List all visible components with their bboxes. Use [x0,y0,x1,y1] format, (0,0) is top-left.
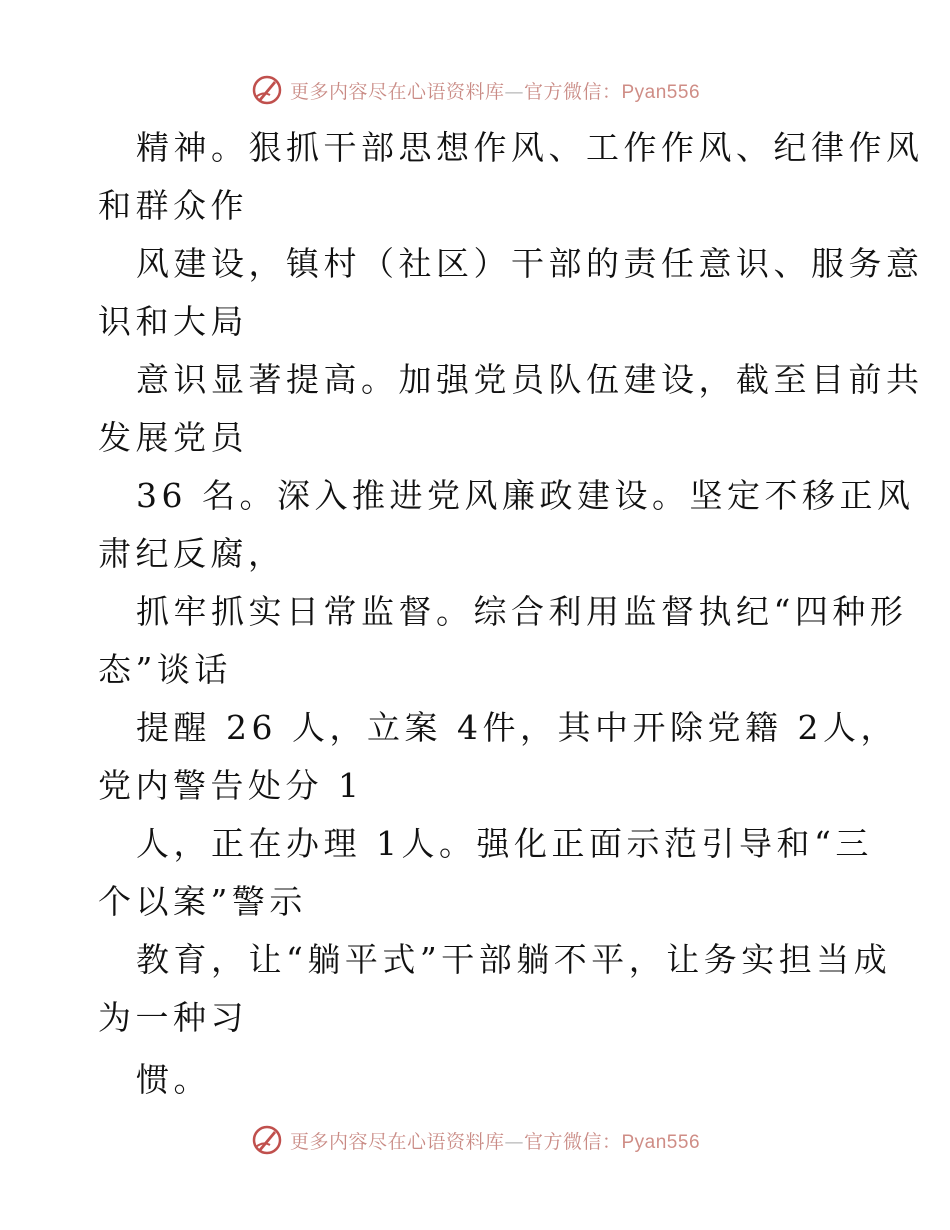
watermark-text: 更多内容尽在心语资料库—官方微信：Pyan556 [289,1130,701,1153]
quill-logo-icon [250,1123,284,1157]
text-line: 36 名。深入推进党风廉政建设。坚定不移正风 [136,476,915,515]
text-line: 个以案”警示 [98,882,307,921]
text-line: 发展党员 [98,418,248,457]
text-line: 精神。狠抓干部思想作风、工作作风、纪律作风 [136,128,924,167]
text-line: 为一种习 [98,998,248,1037]
text-line: 和群众作 [98,186,248,225]
text-line: 态”谈话 [98,650,232,689]
text-line: 党内警告处分 1 [98,766,364,805]
text-line: 肃纪反腐， [98,534,286,573]
text-line: 人，正在办理 1人。强化正面示范引导和“三 [136,824,873,863]
quill-logo-icon [250,73,284,107]
text-line: 教育，让“躺平式”干部躺不平，让务实担当成 [136,940,892,979]
text-line: 识和大局 [98,302,248,341]
text-line: 惯。 [136,1060,211,1099]
text-line: 提醒 26 人，立案 4件，其中开除党籍 2人， [136,708,898,747]
text-line: 风建设，镇村（社区）干部的责任意识、服务意 [136,244,924,283]
header-watermark [0,70,950,110]
text-line: 意识显著提高。加强党员队伍建设，截至目前共 [136,360,924,399]
footer-watermark [0,1120,950,1160]
watermark-text: 更多内容尽在心语资料库—官方微信：Pyan556 [289,80,701,103]
text-line: 抓牢抓实日常监督。综合利用监督执纪“四种形 [136,592,908,631]
